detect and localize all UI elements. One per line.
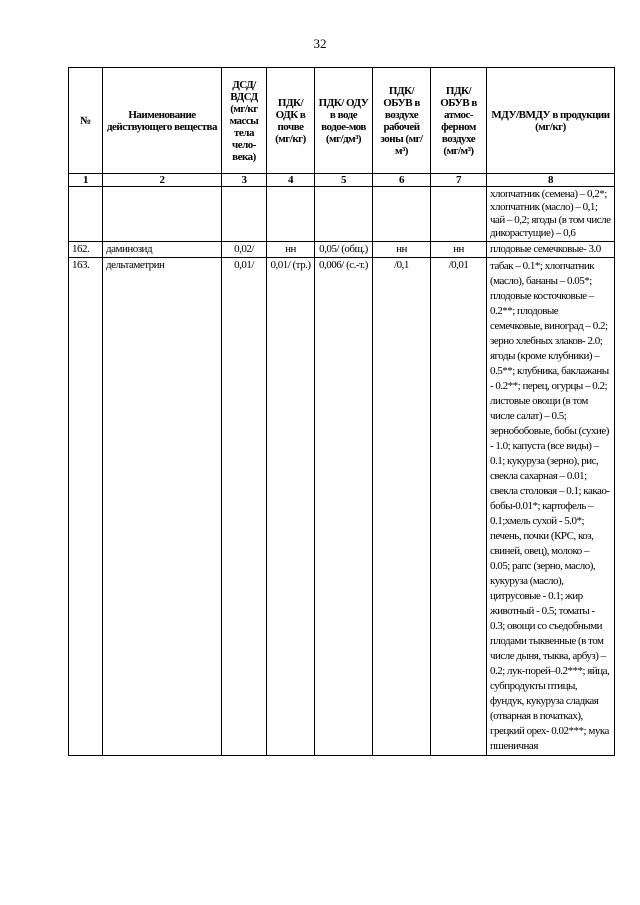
- header-row: [69, 68, 615, 174]
- row-number: 162.: [69, 242, 103, 258]
- regulation-table: [68, 67, 615, 756]
- substance-name: дельтаметрин: [103, 258, 222, 756]
- table-row: [69, 242, 615, 258]
- soil-value: нн: [267, 242, 315, 258]
- header-mdu: МДУ/ВМДУ в продукции (мг/кг): [487, 68, 615, 174]
- water-value: [315, 187, 373, 242]
- column-number: 8: [487, 174, 615, 187]
- header-substance-name: Наименование действующего вещества: [103, 68, 222, 174]
- soil-value: [267, 187, 315, 242]
- atm-air-value: [431, 187, 487, 242]
- header-water: ПДК/ ОДУ в воде водое-мов (мг/дм³): [315, 68, 373, 174]
- header-number: №: [69, 68, 103, 174]
- column-number: 7: [431, 174, 487, 187]
- header-dsd: ДСД/ ВДСД (мг/кг массы тела чело-века): [222, 68, 267, 174]
- water-value: 0,006/ (с.-т.): [315, 258, 373, 756]
- row-number: [69, 187, 103, 242]
- row-number: 163.: [69, 258, 103, 756]
- table-row: [69, 258, 615, 756]
- substance-name: даминозид: [103, 242, 222, 258]
- substance-name: [103, 187, 222, 242]
- mdu-value: табак – 0.1*; хлопчатник (масло), бананы – 0.05*; плодовые косточковые – 0.2**; плодовые семечковые, виноград – 0.2; зерно хлебных злаков- 2.0; ягоды (кроме клубники) – 0.5**; клубника, баклажаны - 0.2**; перец, огурцы – 0.2; листовые овощи (в том числе салат) – 0.5; зернобобовые, бобы (сухие) - 1.0; капуста (все виды) – 0.1; кукуруза (зерно), рис, свекла сахарная – 0.01; свекла столовая – 0.1; какао-бобы-0.01*; картофель – 0.1;хмель сухой - 5.0*; печень, почки (КРС, коз, свиней, овец), молоко – 0.05; рапс (зерно, масло), кукуруза (масло), цитрусовые - 0.1; жир животный - 0.5; томаты - 0.3; овощи со съедобными плодами тыквенные (в том числе дыня, тыква, арбуз) – 0.2; лук-порей–0.2***; яйца, субпродукты птицы, фундук, кукуруза сладкая (отварная в початках), грецкий орех- 0.02***; мука пшеничная: [487, 258, 615, 756]
- work-air-value: [373, 187, 431, 242]
- column-number: 1: [69, 174, 103, 187]
- header-soil: ПДК/ ОДК в почве (мг/кг): [267, 68, 315, 174]
- column-number: 6: [373, 174, 431, 187]
- dsd-value: [222, 187, 267, 242]
- column-number: 4: [267, 174, 315, 187]
- atm-air-value: нн: [431, 242, 487, 258]
- mdu-value: плодовые семечковые- 3.0: [487, 242, 615, 258]
- dsd-value: 0,01/: [222, 258, 267, 756]
- mdu-value: хлопчатник (семена) – 0,2*; хлопчатник (масло) – 0,1; чай – 0,2; ягоды (в том числе дикорастущие) – 0,6: [487, 187, 615, 242]
- column-number: 3: [222, 174, 267, 187]
- column-number-row: [69, 174, 615, 187]
- atm-air-value: /0,01: [431, 258, 487, 756]
- page-number: 32: [313, 36, 327, 51]
- column-number: 2: [103, 174, 222, 187]
- header-atm-air: ПДК/ ОБУВ в атмос-ферном воздухе (мг/м³): [431, 68, 487, 174]
- dsd-value: 0,02/: [222, 242, 267, 258]
- column-number: 5: [315, 174, 373, 187]
- soil-value: 0,01/ (тр.): [267, 258, 315, 756]
- work-air-value: /0,1: [373, 258, 431, 756]
- table-row: [69, 187, 615, 242]
- water-value: 0,05/ (общ.): [315, 242, 373, 258]
- header-work-air: ПДК/ ОБУВ в воздухе рабочей зоны (мг/м³): [373, 68, 431, 174]
- work-air-value: нн: [373, 242, 431, 258]
